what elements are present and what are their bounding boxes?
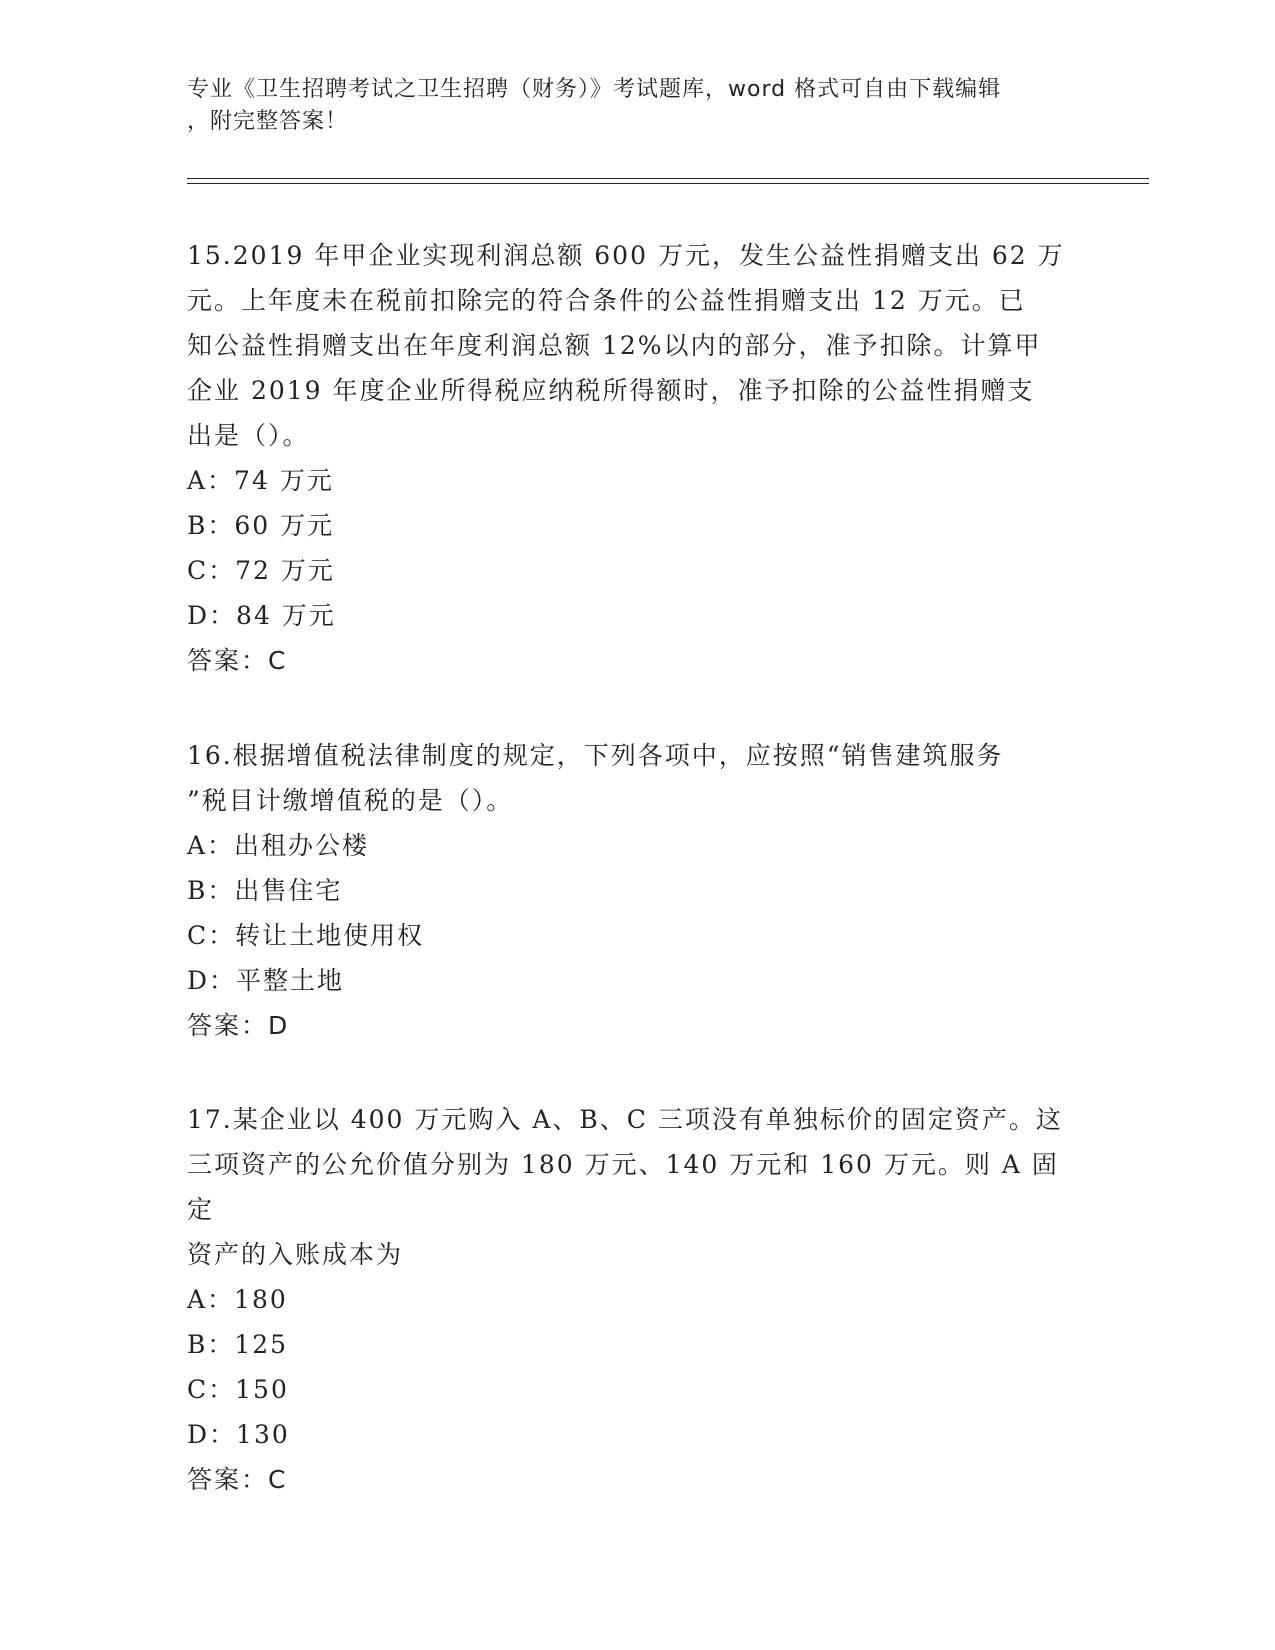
question-stem-line: 17.某企业以 400 万元购入 A、B、C 三项没有单独标价的固定资产。这	[187, 1105, 1063, 1134]
option-d: D：平整土地	[187, 966, 345, 995]
option-b: B：125	[187, 1330, 289, 1359]
question-stem-line: 15.2019 年甲企业实现利润总额 600 万元，发生公益性捐赠支出 62 万	[187, 241, 1065, 270]
question-stem-line: 资产的入账成本为	[187, 1240, 404, 1269]
question-stem-line: 企业 2019 年度企业所得税应纳税所得额时，准予扣除的公益性捐赠支	[187, 376, 1035, 405]
option-a: A：180	[187, 1285, 288, 1314]
header-divider-top	[187, 178, 1149, 179]
option-b: B：60 万元	[187, 511, 335, 540]
option-a: A：出租办公楼	[187, 831, 370, 860]
option-c: C：150	[187, 1375, 289, 1404]
option-a: A：74 万元	[187, 466, 334, 495]
option-b: B：出售住宅	[187, 876, 343, 905]
question-16	[187, 733, 1077, 1048]
question-17	[187, 1097, 1077, 1502]
question-stem-line: 16.根据增值税法律制度的规定，下列各项中，应按照“销售建筑服务	[187, 741, 1004, 770]
header-line-2: ，附完整答案！	[187, 109, 349, 134]
question-stem-line: 知公益性捐赠支出在年度利润总额 12%以内的部分，准予扣除。计算甲	[187, 331, 1042, 360]
header-line-1: 专业《卫生招聘考试之卫生招聘（财务）》考试题库，word 格式可自由下载编辑	[187, 77, 1002, 102]
answer: 答案：C	[187, 646, 288, 675]
option-c: C：转让土地使用权	[187, 921, 425, 950]
header-divider-bottom	[187, 183, 1149, 184]
answer: 答案：D	[187, 1011, 290, 1040]
question-stem-line: 元。上年度未在税前扣除完的符合条件的公益性捐赠支出 12 万元。已	[187, 286, 1026, 315]
question-15	[187, 233, 1077, 683]
question-stem-line: ”税目计缴增值税的是（）。	[187, 786, 514, 815]
question-stem-line: 三项资产的公允价值分别为 180 万元、140 万元和 160 万元。则 A 固定	[187, 1150, 1059, 1224]
answer: 答案：C	[187, 1465, 288, 1494]
question-stem-line: 出是（）。	[187, 421, 310, 450]
option-d: D：130	[187, 1420, 290, 1449]
option-d: D：84 万元	[187, 601, 336, 630]
option-c: C：72 万元	[187, 556, 335, 585]
document-header	[187, 74, 1087, 138]
